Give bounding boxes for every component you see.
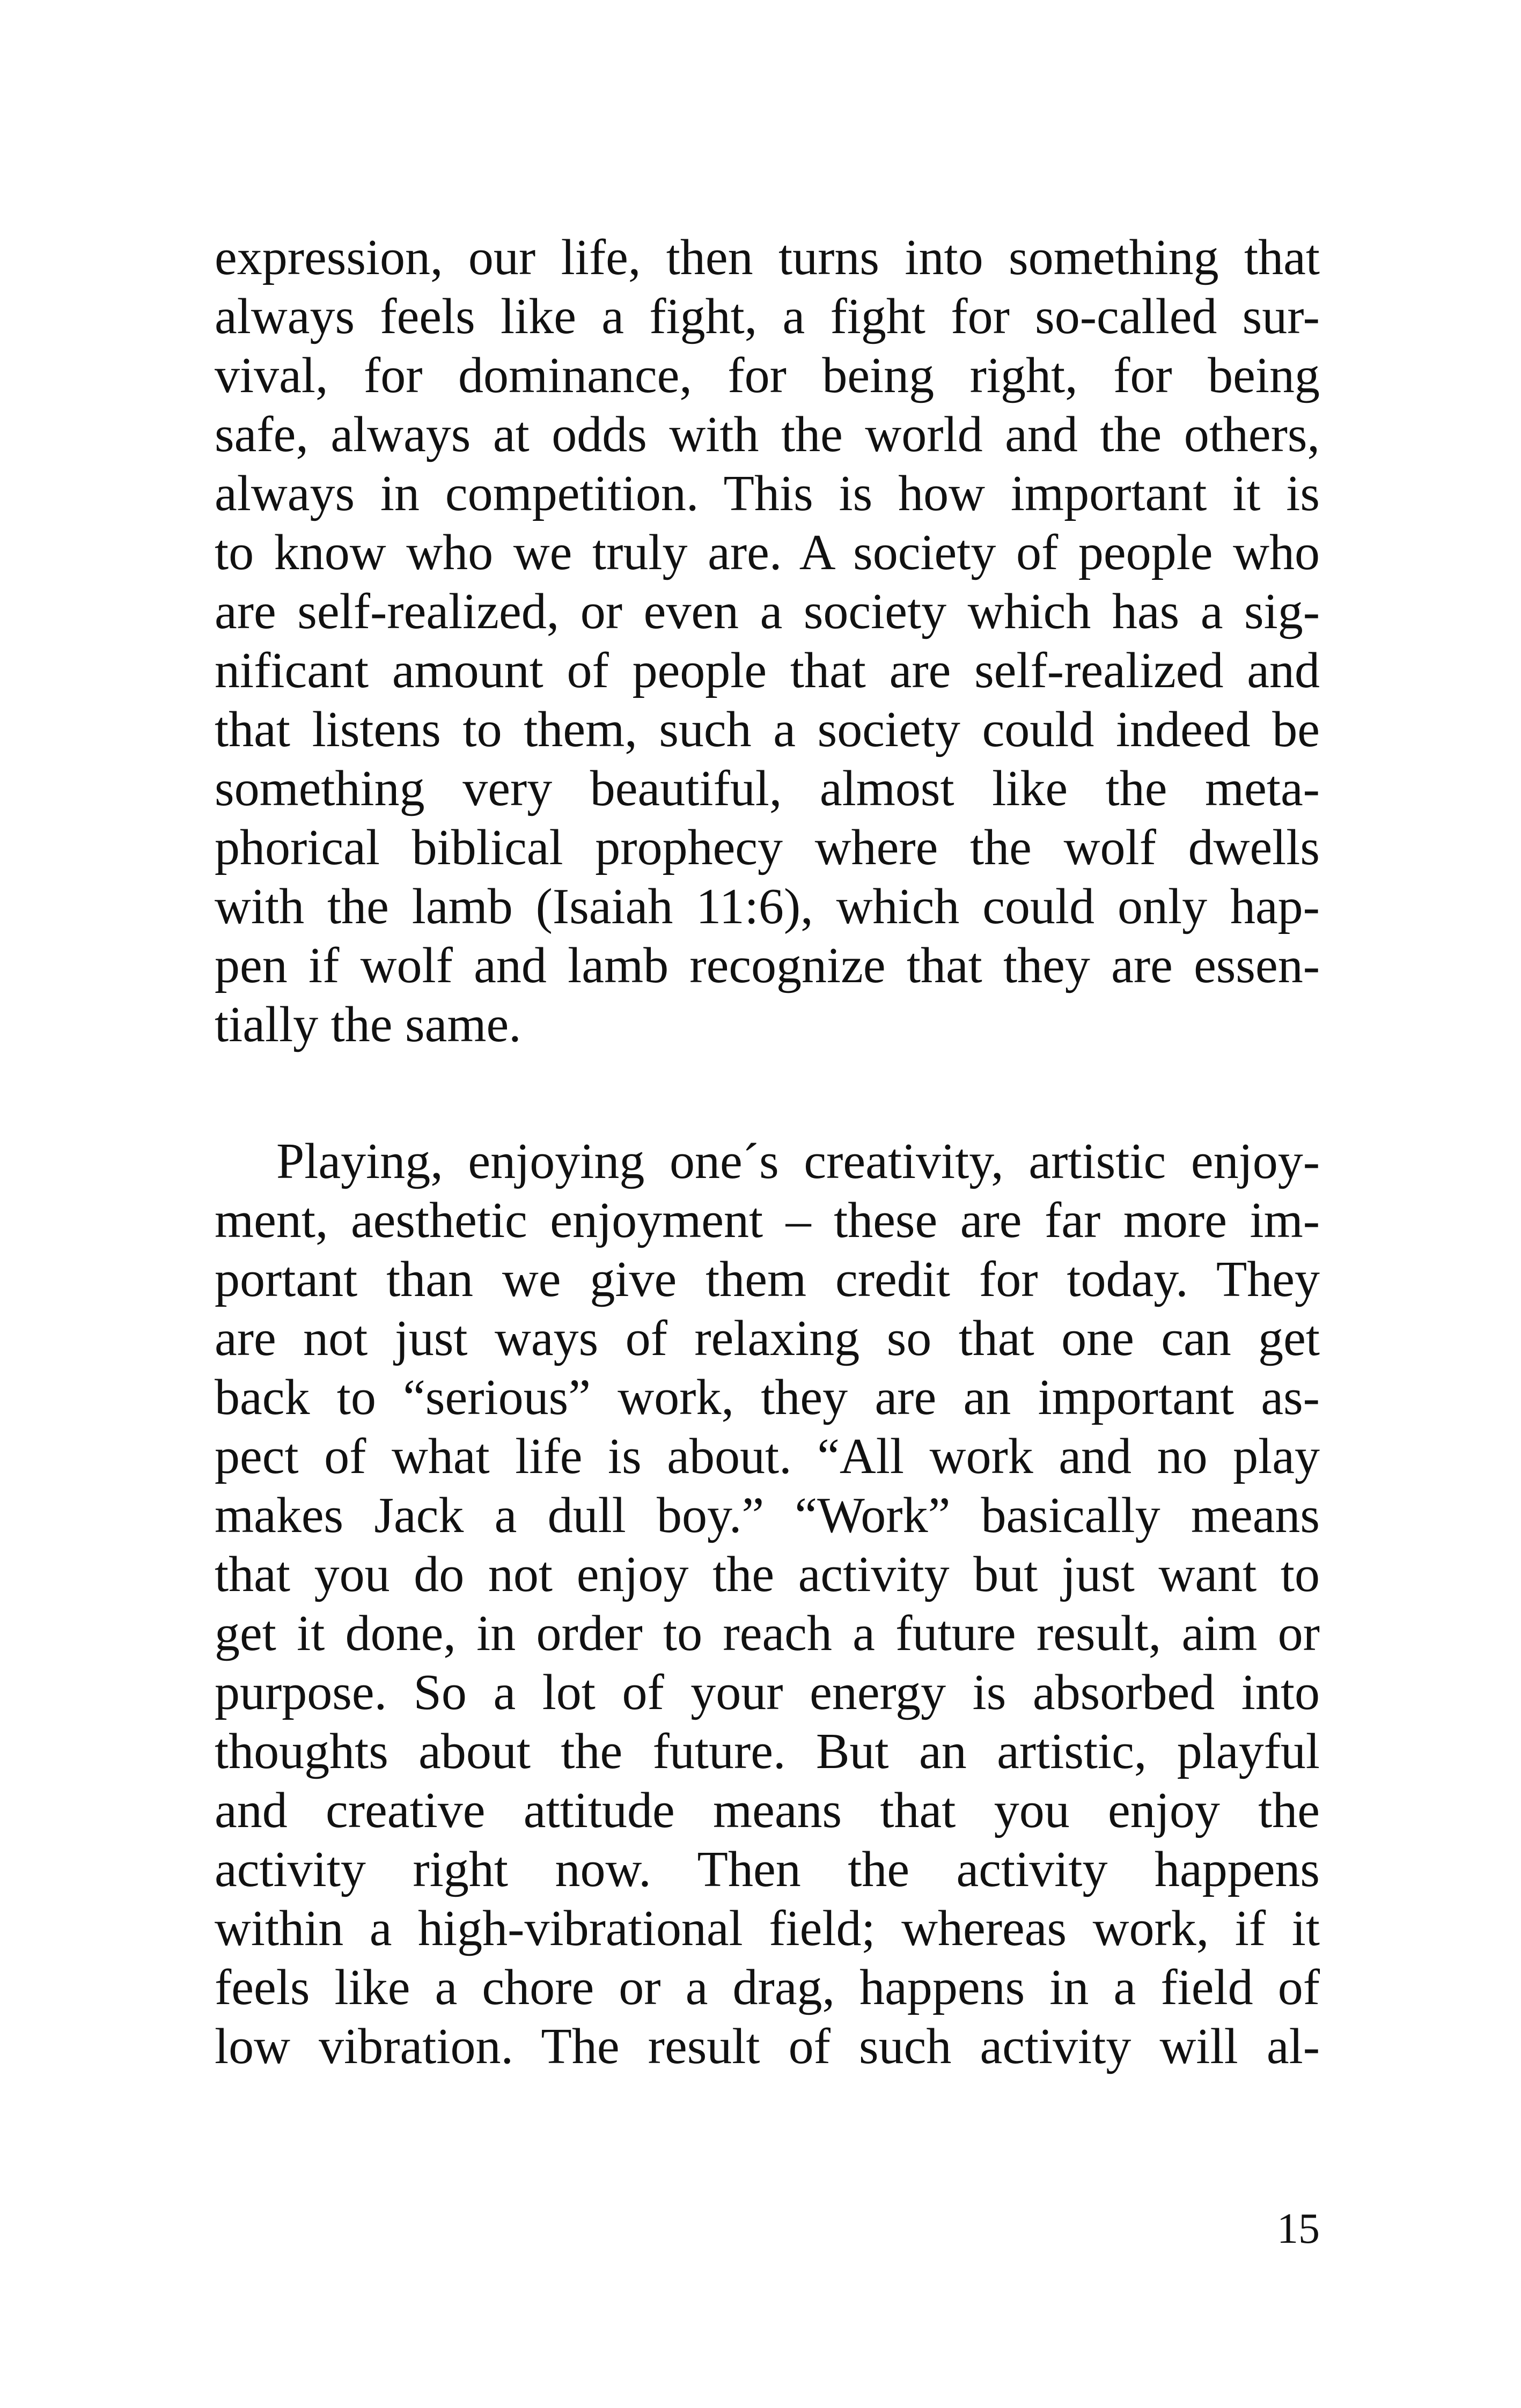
text-line: to know who we truly are. A society of people who	[215, 525, 1320, 580]
paragraph-2	[215, 1132, 1320, 2076]
text-line: phorical biblical prophecy where the wolf dwells	[215, 820, 1320, 875]
text-line: pen if wolf and lamb recognize that they are essen-	[215, 938, 1320, 993]
text-line: activity right now. Then the activity happens	[215, 1842, 1320, 1897]
paragraph-1	[215, 228, 1320, 1054]
text-line: vival, for dominance, for being right, for being	[215, 348, 1320, 403]
text-line: something very beautiful, almost like the meta-	[215, 761, 1320, 816]
text-line: always feels like a fight, a fight for so-called sur-	[215, 289, 1320, 344]
text-line: are self-realized, or even a society which has a sig-	[215, 584, 1320, 639]
text-line: that listens to them, such a society could indeed be	[215, 702, 1320, 757]
text-line: makes Jack a dull boy.” “Work” basically means	[215, 1487, 1320, 1543]
text-line: thoughts about the future. But an artistic, playful	[215, 1724, 1320, 1779]
text-line: purpose. So a lot of your energy is absorbed into	[215, 1665, 1320, 1720]
page-number: 15	[1277, 2205, 1320, 2252]
text-line: tially the same.	[215, 997, 521, 1052]
text-line: are not just ways of relaxing so that one can get	[215, 1310, 1320, 1366]
text-line: and creative attitude means that you enjoy the	[215, 1783, 1320, 1838]
text-line: nificant amount of people that are self-realized and	[215, 643, 1320, 698]
text-line: feels like a chore or a drag, happens in a field of	[215, 1960, 1320, 2015]
text-line: with the lamb (Isaiah 11:6), which could only hap-	[215, 879, 1320, 934]
text-line: get it done, in order to reach a future result, aim or	[215, 1606, 1320, 1661]
text-line: within a high-vibrational field; whereas work, if it	[215, 1901, 1320, 1956]
text-line: portant than we give them credit for today. They	[215, 1251, 1320, 1307]
text-line: pect of what life is about. “All work and no play	[215, 1428, 1320, 1484]
text-line: Playing, enjoying one´s creativity, artistic enjoy-	[276, 1133, 1320, 1189]
text-line: expression, our life, then turns into something that	[215, 230, 1320, 285]
text-line: back to “serious” work, they are an important as-	[215, 1369, 1320, 1425]
text-line: that you do not enjoy the activity but just want to	[215, 1547, 1320, 1602]
text-line: always in competition. This is how important it is	[215, 466, 1320, 521]
text-line: ment, aesthetic enjoyment – these are far more im-	[215, 1192, 1320, 1248]
text-line: low vibration. The result of such activity will al-	[215, 2019, 1320, 2074]
text-line: safe, always at odds with the world and the others,	[215, 407, 1320, 462]
